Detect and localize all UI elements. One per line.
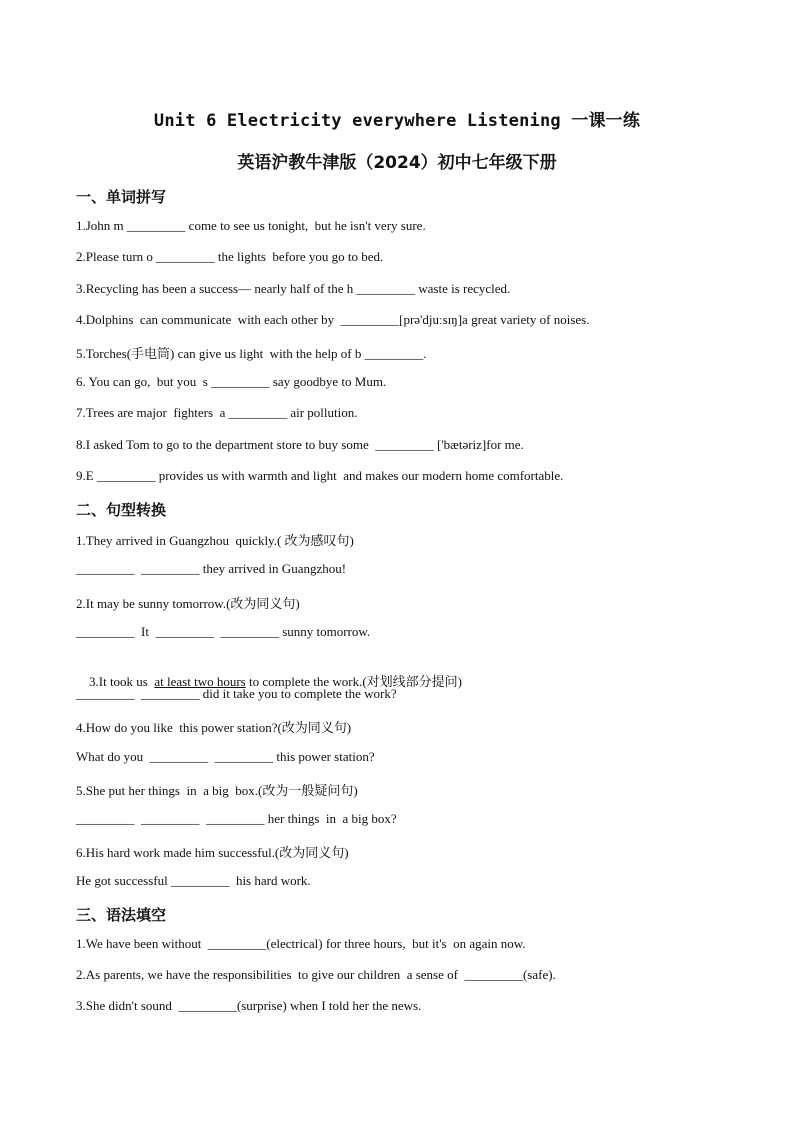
- worksheet-subtitle: 英语沪教牛津版（2024）初中七年级下册: [237, 153, 557, 173]
- spelling-item-3: 3.Recycling has been a success— nearly half of the h _________ waste is recycled.: [76, 281, 511, 296]
- transformation-answer-4: What do you _________ _________ this power station?: [76, 749, 375, 764]
- grammar-item-2: 2.As parents, we have the responsibilities to give our children a sense of _________(safe).: [76, 967, 556, 982]
- spelling-item-8: 8.I asked Tom to go to the department store to buy some _________ ['bætəriz]for me.: [76, 437, 524, 452]
- transformation-item-1: 1.They arrived in Guangzhou quickly.( 改为感叹句): [76, 533, 354, 548]
- transformation-answer-2: _________ It _________ _________ sunny tomorrow.: [76, 624, 371, 639]
- worksheet-title: Unit 6 Electricity everywhere Listening 一课一练: [153, 111, 641, 131]
- transformation-answer-3: _________ _________ did it take you to complete the work?: [76, 686, 397, 701]
- transformation-item-3-suffix: to complete the work.(对划线部分提问): [245, 674, 462, 689]
- grammar-item-3: 3.She didn't sound _________(surprise) when I told her the news.: [76, 998, 422, 1013]
- spelling-item-4: 4.Dolphins can communicate with each other by _________[prə'djuːsɪŋ]a great variety of noises.: [76, 312, 590, 327]
- spelling-item-2: 2.Please turn o _________ the lights before you go to bed.: [76, 249, 384, 264]
- transformation-item-2: 2.It may be sunny tomorrow.(改为同义句): [76, 596, 300, 611]
- section-heading-spelling: 一、单词拼写: [76, 188, 167, 206]
- transformation-item-4: 4.How do you like this power station?(改为同义句): [76, 720, 352, 735]
- spelling-item-9: 9.E _________ provides us with warmth and light and makes our modern home comfortable.: [76, 468, 564, 483]
- grammar-item-1: 1.We have been without _________(electrical) for three hours, but it's on again now.: [76, 936, 526, 951]
- transformation-item-5: 5.She put her things in a big box.(改为一般疑问句): [76, 783, 358, 798]
- transformation-item-6: 6.His hard work made him successful.(改为同义句): [76, 845, 349, 860]
- transformation-answer-6: He got successful _________ his hard work.: [76, 873, 311, 888]
- transformation-item-3-prefix: 3.It took us: [89, 674, 155, 689]
- section-heading-transformation: 二、句型转换: [76, 501, 167, 519]
- spelling-item-5: 5.Torches(手电筒) can give us light with the help of b _________.: [76, 346, 427, 361]
- transformation-answer-1: _________ _________ they arrived in Guangzhou!: [76, 561, 347, 576]
- transformation-answer-5: _________ _________ _________ her things in a big box?: [76, 811, 397, 826]
- spelling-item-7: 7.Trees are major fighters a _________ air pollution.: [76, 405, 358, 420]
- section-heading-grammar: 三、语法填空: [76, 906, 167, 924]
- spelling-item-1: 1.John m _________ come to see us tonight, but he isn't very sure.: [76, 218, 426, 233]
- underlined-phrase: at least two hours: [154, 674, 246, 689]
- spelling-item-6: 6. You can go, but you s _________ say goodbye to Mum.: [76, 374, 387, 389]
